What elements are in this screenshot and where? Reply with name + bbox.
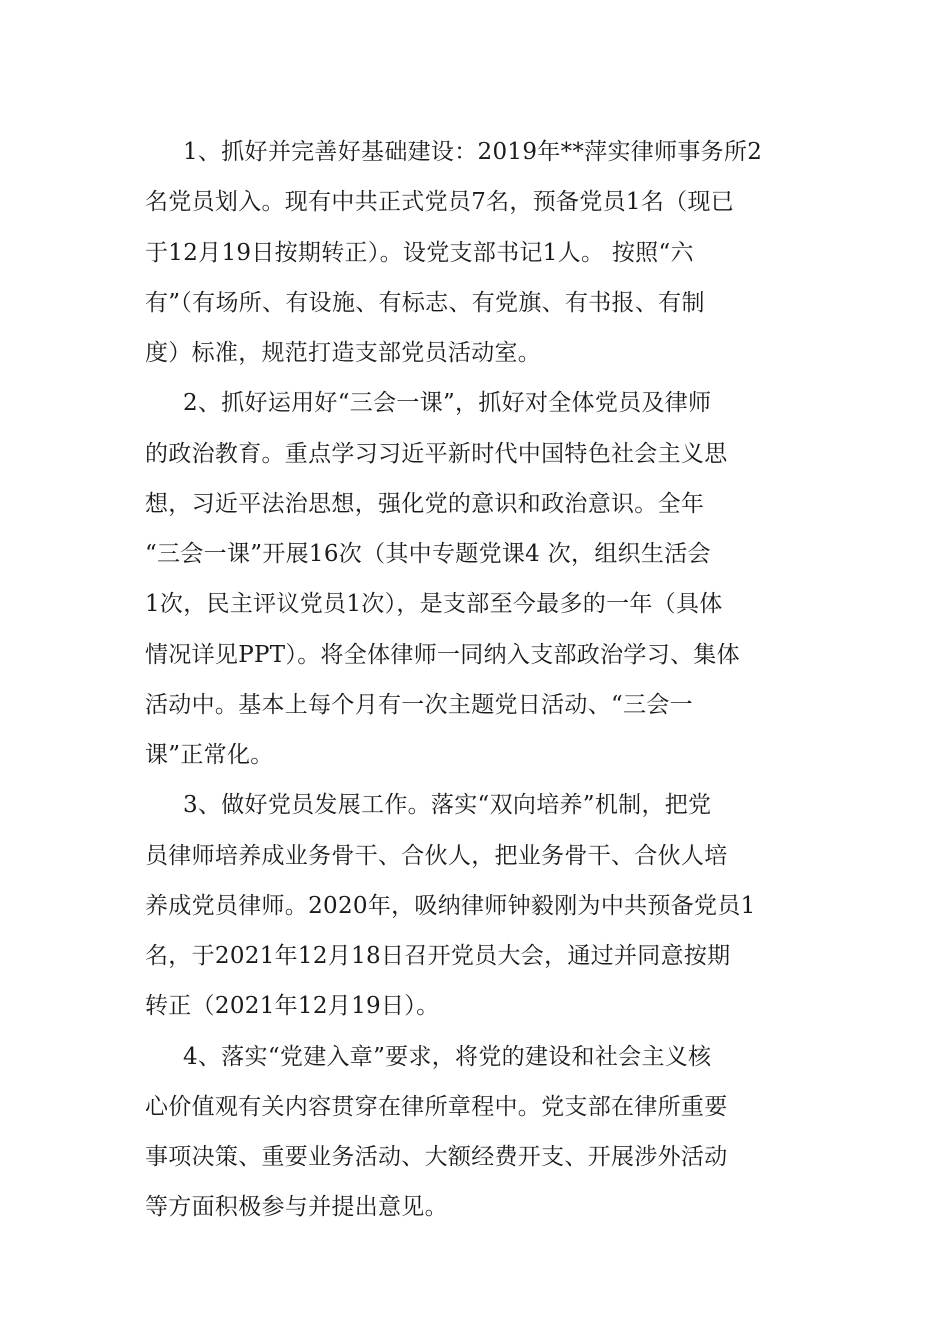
paragraph-1-line-4: 有”（有场所、有设施、有标志、有党旗、有书报、有制 xyxy=(145,289,705,316)
paragraph-2-line-2: 的政治教育。重点学习习近平新时代中国特色社会主义思 xyxy=(145,440,728,467)
document-body xyxy=(145,127,815,1233)
paragraph-3-line-4: 名，于2021年12月18日召开党员大会，通过并同意按期 xyxy=(145,943,731,969)
paragraph-2-line-3: 想，习近平法治思想，强化党的意识和政治意识。全年 xyxy=(145,490,705,517)
paragraph-2-line-8: 课”正常化。 xyxy=(145,742,274,768)
paragraph-2-line-6: 情况详见PPT）。将全体律师一同纳入支部政治学习、集体 xyxy=(145,641,740,668)
paragraph-1-line-2: 名党员划入。现有中共正式党员7名，预备党员1名（现已 xyxy=(145,189,735,216)
paragraph-2-line-1: 2、抓好运用好“三会一课”，抓好对全体党员及律师 xyxy=(183,390,712,417)
paragraph-2-line-4: “三会一课”开展16次（其中专题党课4 次，组织生活会 xyxy=(145,541,711,567)
paragraph-4-line-1: 4、落实“党建入章”要求，将党的建设和社会主义核 xyxy=(183,1043,712,1070)
paragraph-3-line-1: 3、做好党员发展工作。落实“双向培养”机制，把党 xyxy=(183,792,712,819)
paragraph-3-line-2: 员律师培养成业务骨干、合伙人，把业务骨干、合伙人培 xyxy=(145,842,728,869)
paragraph-4-line-4: 等方面积极参与并提出意见。 xyxy=(145,1194,448,1221)
paragraph-2-line-7: 活动中。基本上每个月有一次主题党日活动、“三会一 xyxy=(145,691,693,718)
paragraph-1-line-3: 于12月19日按期转正）。设党支部书记1人。 按照“六 xyxy=(145,239,694,266)
paragraph-2-line-5: 1次，民主评议党员1次），是支部至今最多的一年（具体 xyxy=(145,591,723,618)
paragraph-4-line-3: 事项决策、重要业务活动、大额经费开支、开展涉外活动 xyxy=(145,1144,728,1170)
paragraph-1-line-5: 度）标准，规范打造支部党员活动室。 xyxy=(145,340,542,366)
paragraph-4-line-2: 心价值观有关内容贯穿在律所章程中。党支部在律所重要 xyxy=(145,1093,728,1120)
paragraph-3-line-5: 转正（2021年12月19日）。 xyxy=(145,993,440,1020)
paragraph-1-line-1: 1、抓好并完善好基础建设：2019年**萍实律师事务所2 xyxy=(183,139,763,165)
paragraph-3-line-3: 养成党员律师。2020年，吸纳律师钟毅刚为中共预备党员1 xyxy=(145,892,756,919)
